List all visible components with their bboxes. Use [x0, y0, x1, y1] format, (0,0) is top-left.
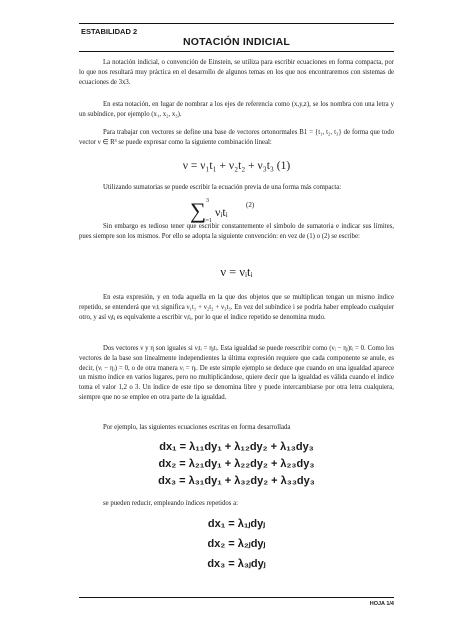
paragraph-convention: Sin embargo es tedioso tener que escribir constantemente el símbolo de sumatoria e indicar sus límites, pues siempre son los mismos. Por ello se adopta la siguiente convención: en vez de (1) o (2) se escribe: [79, 223, 394, 240]
sum-upper-limit: 3 [206, 198, 209, 204]
paragraph-axes: En esta notación, en lugar de nombrar a los ejes de referencia como (x,y,z), se los nombra con una letra y un subíndice, por ejemplo (x₁, x₂, x₃). [79, 101, 394, 118]
equation-expanded-1: dx₁ = λ₁₁dy₁ + λ₁₂dy₂ + λ₁₃dy₃ [159, 441, 314, 453]
section-label: ESTABILIDAD 2 [81, 27, 138, 36]
page-header [79, 23, 394, 52]
paragraph-reduced: se pueden reducir, empleando índices repetidos a: [103, 500, 239, 507]
equation-expanded-3: dx₃ = λ₃₁dy₁ + λ₃₂dy₂ + λ₃₃dy₃ [158, 475, 315, 487]
page-title: NOTACIÓN INDICIAL [182, 36, 291, 48]
footer-divider [79, 597, 394, 598]
equation-number: (2) [246, 201, 255, 209]
paragraph-basis: Para trabajar con vectores se define una base de vectores ortonormales B1 = {t₁, t₂, t₃} de forma que todo vector ν ∈ R³ se puede expresar como la siguiente combinación lineal: [79, 129, 394, 146]
sigma-symbol: ∑ [190, 198, 206, 223]
paragraph-dummy-index: En esta expresión, y en toda aquella en la que dos objetos que se multiplican tengan un mismo índice repetido, se entenderá que νᵢtᵢ significa ν₁t₁ + ν₂t₂ + ν₃t₃. En vez del subíndice i se podría haber empleado cualquier otro, y así νⱼtⱼ es equivalente a escribir νᵢtᵢ, por lo que el índice repetido se denomina mudo. [79, 294, 394, 321]
paragraph-intro: La notación indicial, o convención de Einstein, se utiliza para escribir ecuaciones en forma compacta, por lo que nos resultará muy práctica en el desarrollo de algunos temas en los que nos encontraremos con sistemas de ecuaciones de 3x3. [79, 59, 394, 86]
equation-reduced-3: dx₃ = λ₃ⱼdyⱼ [207, 558, 266, 570]
page-number: HOJA 1/4 [369, 601, 394, 607]
equation-compact: ν = νᵢtᵢ [220, 265, 253, 279]
equation-expanded-2: dx₂ = λ₂₁dy₁ + λ₂₂dy₂ + λ₂₃dy₃ [158, 458, 315, 470]
paragraph-example: Por ejemplo, las siguientes ecuaciones escritas en forma desarrollada [103, 424, 291, 431]
equation-linear-combination: ν = ν₁t₁ + ν₂t₂ + ν₃t₃ (1) [182, 160, 291, 172]
sum-body: νᵢtᵢ [215, 205, 228, 219]
paragraph-free-index: Dos vectores ν y η son iguales si νᵢtᵢ = ηᵢtᵢ. Esta igualdad se puede reescribir como (νᵢ − ηᵢ)tᵢ = 0. Como los vectores de la base son linealmente independientes la última expresión requiere que cada componente se anule, es decir, (νᵢ − ηᵢ) = 0, o de otra manera νᵢ = ηᵢ. De este simple ejemplo se deduce que cuando en una igualdad aparece un mismo índice en varios lugares, pero no multiplicándose, quiere decir que la igualdad es válida cuando el índice toma el valor 1,2 o 3. Un índice de este tipo se denomina libre y puede intercambiarse por otra letra cualquiera, siempre que no se emplee en otra parte de la igualdad. [79, 345, 394, 401]
paragraph-summation: Utilizando sumatorias se puede escribir la ecuación previa de una forma más compacta: [103, 184, 342, 191]
equation-reduced-1: dx₁ = λ₁ⱼdyⱼ [207, 518, 266, 530]
equation-reduced-2: dx₂ = λ₂ⱼdyⱼ [207, 538, 266, 550]
sum-lower-limit: i=1 [204, 218, 213, 224]
